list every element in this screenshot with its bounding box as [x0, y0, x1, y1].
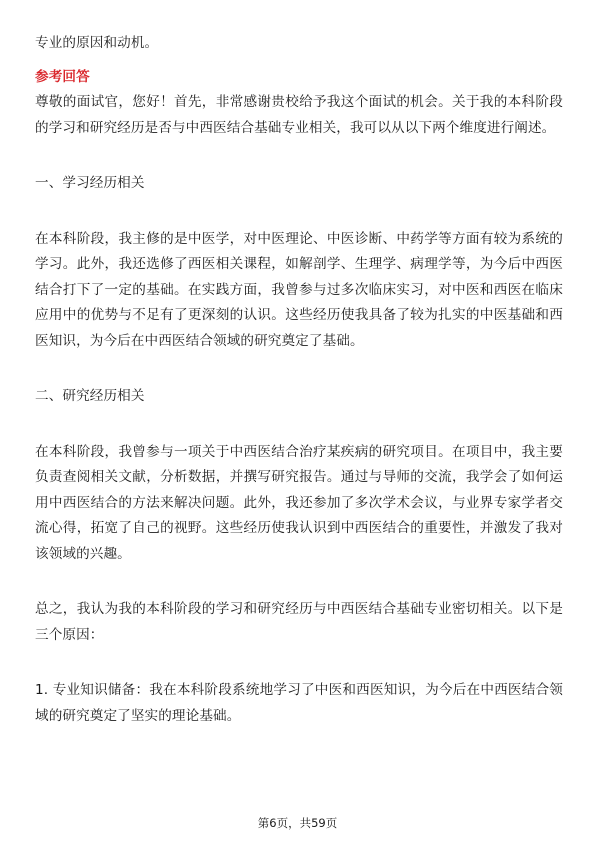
point1-paragraph: 1. 专业知识储备：我在本科阶段系统地学习了中医和西医知识，为今后在中西医结合领域的研究奠定了坚实的理论基础。: [35, 682, 563, 724]
section1-paragraph: 在本科阶段，我主修的是中医学，对中医理论、中医诊断、中药学等方面有较为系统的学习。此外，我还选修了西医相关课程，如解剖学、生理学、病理学等，为今后中西医结合打下了一定的基础。在实践方面，我曾参与过多次临床实习，对中医和西医在临床应用中的优势与不足有了更深刻的认识。这些经历使我具备了较为扎实的中医基础和西医知识，为今后在中西医结合领域的研究奠定了基础。: [35, 230, 563, 349]
section1-title: 一、学习经历相关: [35, 175, 145, 191]
spacer: [35, 141, 563, 171]
opening-paragraph: 尊敬的面试官，您好！首先，非常感谢贵校给予我这个面试的机会。关于我的本科阶段的学习和研究经历是否与中西医结合基础专业相关，我可以从以下两个维度进行阐述。: [35, 94, 563, 136]
spacer: [35, 354, 563, 384]
spacer: [35, 57, 563, 65]
spacer: [35, 410, 563, 440]
spacer: [35, 197, 563, 227]
spacer: [35, 567, 563, 597]
spacer: [35, 648, 563, 678]
section2-title: 二、研究经历相关: [35, 388, 145, 404]
page-number: 第6页，共59页: [257, 816, 338, 830]
conclusion-paragraph: 总之，我认为我的本科阶段的学习和研究经历与中西医结合基础专业密切相关。以下是三个原因：: [35, 601, 563, 643]
intro-tail-paragraph: 专业的原因和动机。: [35, 35, 159, 51]
section2-paragraph: 在本科阶段，我曾参与一项关于中西医结合治疗某疾病的研究项目。在项目中，我主要负责查阅相关文献，分析数据，并撰写研究报告。通过与导师的交流，我学会了如何运用中西医结合的方法来解决问题。此外，我还参加了多次学术会议，与业界专家学者交流心得，拓宽了自己的视野。这些经历使我认识到中西医结合的重要性，并激发了我对该领域的兴趣。: [35, 443, 563, 562]
document-body: [35, 31, 563, 729]
answer-heading: 参考回答: [35, 68, 90, 85]
